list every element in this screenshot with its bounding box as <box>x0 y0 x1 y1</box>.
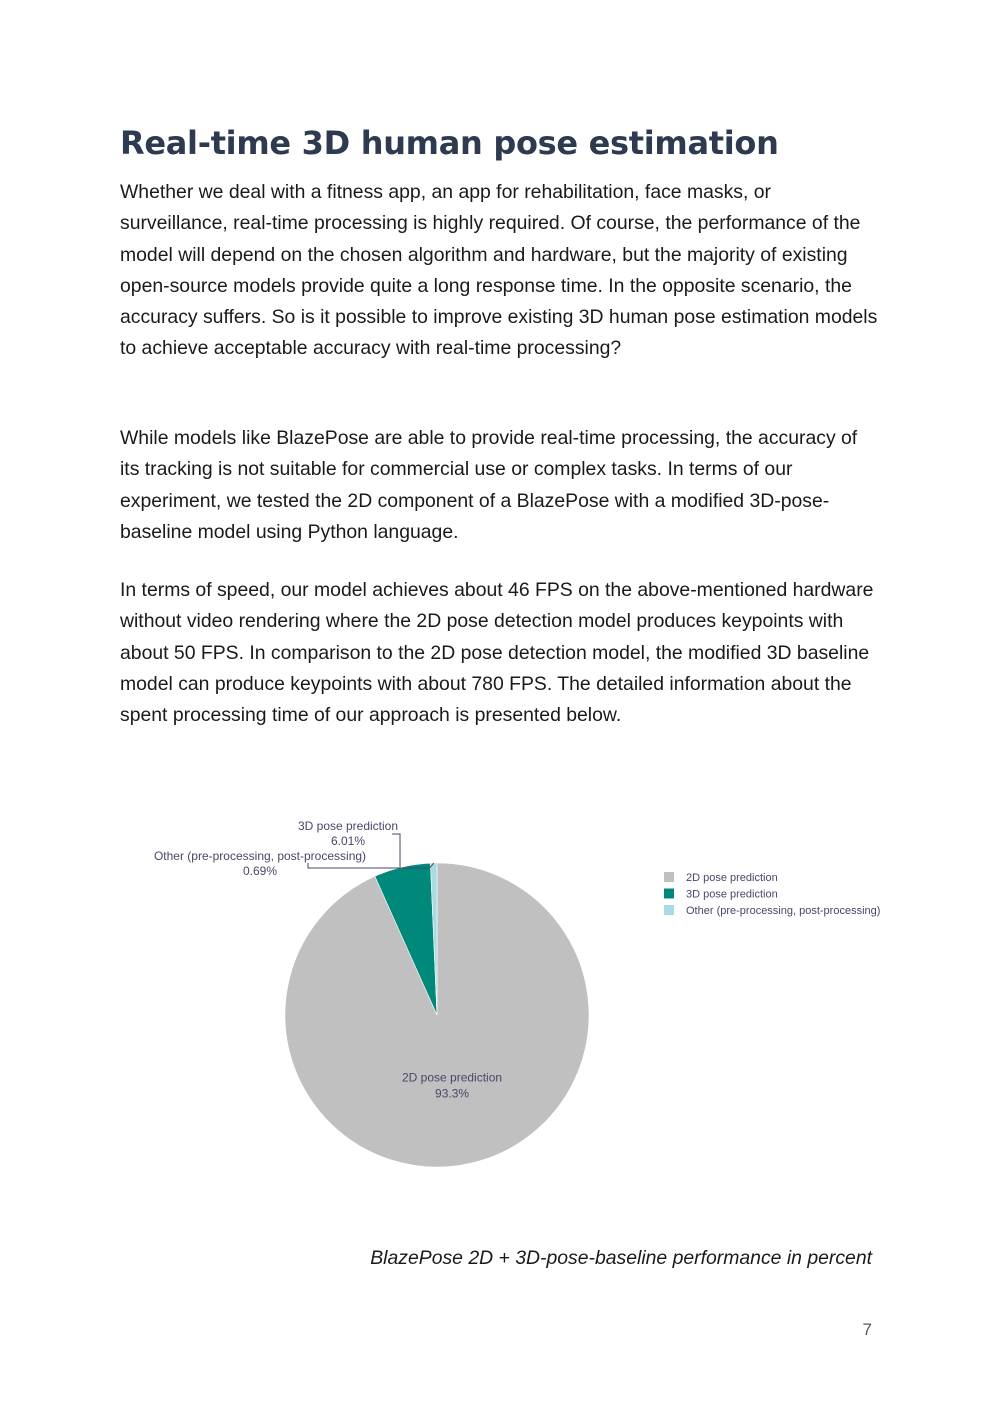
paragraph-intro: Whether we deal with a fitness app, an app for rehabilitation, face masks, or surveillance, real-time processing is highly required. Of course, the performance of the model will depend on the chosen algorithm and hardware, but the majority of existing open-source models provide quite a long response time. In the opposite scenario, the accuracy suffers. So is it possible to improve existing 3D human pose estimation models to achieve acceptable accuracy with real-time processing? <box>120 181 878 360</box>
figure-caption: BlazePose 2D + 3D-pose-baseline performance in percent <box>370 1247 872 1269</box>
legend-swatch-2d-pose-prediction <box>664 872 674 882</box>
page-number: 7 <box>862 1320 872 1339</box>
paragraph-blazepose: While models like BlazePose are able to provide real-time processing, the accuracy of its tracking is not suitable for commercial use or complex tasks. In terms of our experiment, we tested the 2D component of a BlazePose with a modified 3D-pose-baseline model using Python language. <box>120 427 858 543</box>
legend-label-3d-pose-prediction: 3D pose prediction <box>686 888 778 901</box>
page-heading: Real-time 3D human pose estimation <box>120 124 779 162</box>
pie-label-name-2d-pose-prediction: 2D pose prediction <box>402 1070 503 1085</box>
legend-label-2d-pose-prediction: 2D pose prediction <box>686 872 778 884</box>
pie-leader-line-3d-pose-prediction <box>392 834 400 867</box>
legend-swatch-3d-pose-prediction <box>664 889 674 899</box>
pie-label-value-other-pre-processing-post-processing: 0.69% <box>242 864 278 878</box>
pie-label-value-3d-pose-prediction: 6.01% <box>330 834 366 848</box>
pie-chart <box>140 810 900 1190</box>
paragraph-speed: In terms of speed, our model achieves about 46 FPS on the above-mentioned hardware without video rendering where the 2D pose detection model produces keypoints with about 50 FPS. In comparison to the 2D pose detection model, the modified 3D baseline model can produce keypoints with about 780 FPS. The detailed information about the spent processing time of our approach is presented below. <box>120 579 874 727</box>
pie-label-value-2d-pose-prediction: 93.3% <box>435 1086 470 1101</box>
legend-swatch-other-pre-processing-post-processing <box>664 905 674 915</box>
pie-label-name-3d-pose-prediction: 3D pose prediction <box>297 819 399 833</box>
pie-chart-container <box>140 810 900 1190</box>
legend-label-other-pre-processing-post-processing: Other (pre-processing, post-processing) <box>686 905 881 917</box>
pie-label-name-other-pre-processing-post-processing: Other (pre-processing, post-processing) <box>153 849 367 863</box>
